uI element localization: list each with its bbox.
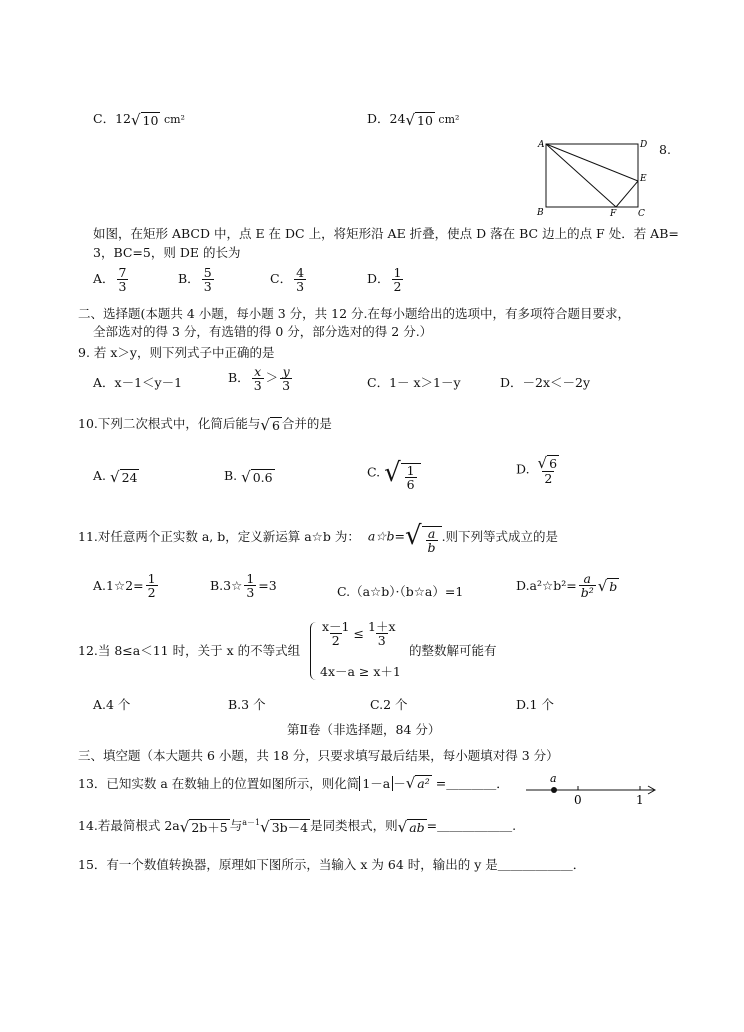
stem-text: 11.对任意两个正实数 a, b，定义新运算 a☆b 为： — [78, 529, 360, 544]
numerator: 1 — [246, 571, 255, 586]
numerator: 1 — [147, 571, 156, 586]
q9-option-b — [228, 365, 294, 392]
nth-root: √ 3b－4 — [260, 817, 309, 836]
q8-stem-line2: 3，BC=5，则 DE 的长为 — [93, 245, 241, 260]
q8-option-d — [367, 266, 405, 293]
q8-option-b — [178, 266, 216, 293]
option-label: D． — [367, 271, 390, 286]
option-label: B. — [224, 468, 238, 483]
option-label: D． — [367, 111, 390, 126]
numerator: 1 — [406, 463, 415, 478]
sqrt: √ 10 — [130, 110, 159, 129]
q10-option-a — [93, 468, 139, 485]
fraction — [366, 620, 398, 647]
stem-text: 是同类根式，则 — [310, 818, 398, 833]
q15-stem: 15．有一个数值转换器，原理如下图所示，当输入 x 为 64 时，输出的 y 是＿＿＿＿＿＿． — [78, 857, 586, 872]
fraction — [405, 464, 417, 491]
q9-option-a: A．x－1＜y－1 — [93, 375, 183, 390]
inequality-2: 4x－a ≥ x＋1 — [320, 664, 401, 679]
answer-blank: =＿＿＿＿＿＿. — [426, 818, 517, 833]
fraction — [202, 266, 214, 293]
q11-option-d — [516, 572, 619, 599]
tick-zero-label: 0 — [574, 793, 582, 806]
denominator: 3 — [203, 279, 212, 294]
numerator: 7 — [118, 265, 127, 280]
minus-sign: － — [393, 776, 406, 791]
root-index: a－1 — [242, 817, 261, 827]
denominator: 6 — [406, 477, 415, 492]
sqrt: √ 6 — [260, 415, 280, 434]
option-label: A． — [93, 271, 115, 286]
option-text: B.3☆ — [210, 578, 243, 593]
unit: cm² — [434, 113, 460, 126]
abs-value: 1－a — [359, 776, 393, 791]
denominator: 3 — [253, 378, 262, 393]
q10-option-d — [516, 455, 563, 485]
label-b: B — [537, 208, 544, 217]
numerator: y — [282, 364, 290, 379]
stem-text: .则下列等式成立的是 — [441, 529, 559, 544]
denominator: 3 — [118, 279, 127, 294]
sqrt: √ 2b＋5 — [179, 817, 228, 836]
radicand: 0.6 — [252, 469, 273, 485]
q12-stem-pre: 12.当 8≤a＜11 时，关于 x 的不等式组 — [78, 643, 301, 658]
denominator: 2 — [544, 471, 553, 486]
fraction — [392, 266, 404, 293]
option-text: D.a²☆b²= — [516, 578, 577, 593]
q8-option-c — [270, 266, 308, 293]
radicand: ab — [409, 819, 425, 835]
option-label: D. — [516, 461, 530, 477]
denominator: 3 — [246, 585, 255, 600]
radicand: 24 — [121, 469, 138, 485]
label-d: D — [640, 140, 648, 150]
denominator: b² — [580, 585, 594, 600]
sqrt: √ a² — [405, 774, 430, 792]
q14-stem — [78, 816, 516, 835]
sqrt: √ b — [597, 576, 618, 595]
option-label: B． — [178, 271, 200, 286]
section2-heading-line1: 二、选择题(本题共 4 小题，每小题 3 分，共 12 分.在每小题给出的选项中，有多项符合题目要求， — [78, 306, 631, 321]
stem-text: 10.下列二次根式中，化简后能与 — [78, 416, 261, 431]
coef: 24 — [389, 111, 406, 126]
stem-text: 合并的是 — [281, 416, 332, 431]
radicand: 10 — [142, 112, 159, 128]
sqrt: √ 24 — [110, 467, 138, 486]
q12-option-b: B.3 个 — [228, 697, 266, 712]
rectangle-fold-figure — [530, 135, 655, 217]
tick-one-label: 1 — [636, 793, 644, 806]
operator: ＞ — [265, 370, 279, 385]
numerator: 1＋x — [368, 619, 396, 634]
denominator: 2 — [331, 633, 340, 648]
denominator: 3 — [377, 633, 386, 648]
denominator: 3 — [282, 378, 291, 393]
q13-stem — [78, 774, 509, 792]
q7-option-d — [367, 111, 459, 128]
q12-inequality-system — [310, 620, 410, 682]
q9-stem: 9. 若 x＞y，则下列式子中正确的是 — [78, 345, 275, 360]
option-text: =3 — [258, 578, 277, 593]
q11-option-c: C.（a☆b）·（b☆a）=1 — [337, 584, 464, 599]
period: ． — [496, 776, 509, 791]
fraction — [280, 365, 292, 392]
q12-option-d: D.1 个 — [516, 697, 554, 712]
numerator: x — [254, 364, 262, 379]
q8-number: 8. — [659, 142, 671, 157]
numerator: a — [427, 526, 436, 541]
numerator: a — [583, 571, 591, 586]
unit: cm² — [160, 113, 185, 126]
q7-option-c — [93, 111, 185, 128]
option-label: B． — [228, 370, 250, 385]
fraction — [536, 455, 562, 485]
numerator: 5 — [203, 265, 212, 280]
label-a: A — [538, 140, 545, 150]
sqrt: √ $\frac{1}{6}$ — [384, 455, 421, 491]
numerator: 1 — [393, 265, 402, 280]
sqrt: √ $\frac{a}{b}$ — [405, 518, 442, 554]
numerator: x－1 — [322, 619, 350, 634]
stem-text: 13．已知实数 a 在数轴上的位置如图所示，则化简 — [78, 776, 360, 791]
q10-option-c — [367, 455, 421, 491]
label-f: F — [610, 209, 617, 217]
q12-stem-post: 的整数解可能有 — [409, 643, 497, 658]
fraction — [146, 572, 158, 599]
q11-stem — [78, 518, 558, 554]
sqrt: √ 0.6 — [241, 467, 273, 486]
coef: 12 — [115, 111, 131, 126]
denominator: 2 — [393, 279, 402, 294]
equals-sign: = — [431, 775, 447, 791]
q8-stem-line1: 如图，在矩形 ABCD 中，点 E 在 DC 上，将矩形沿 AE 折叠，使点 D 落在 BC 边上的点 F 处．若 AB= — [93, 226, 679, 241]
radicand: 6 — [549, 456, 558, 471]
denominator: 2 — [147, 585, 156, 600]
label-e: E — [640, 174, 647, 184]
definition: a☆b= — [367, 528, 405, 544]
radicand: a² — [417, 776, 430, 791]
answer-blank: ＿＿＿＿ — [446, 776, 497, 791]
fraction — [294, 266, 306, 293]
q9-option-c: C．1－ x＞1－y — [367, 375, 461, 390]
q11-option-b — [210, 572, 277, 599]
denominator: 3 — [296, 279, 305, 294]
stem-text: 与 — [229, 818, 243, 833]
numerator: 4 — [296, 265, 305, 280]
sqrt: √ 10 — [405, 110, 433, 129]
fraction — [426, 527, 438, 554]
option-label: A. — [93, 468, 107, 483]
option-label: C. — [367, 464, 381, 480]
radicand: 6 — [271, 417, 280, 433]
radicand: 10 — [417, 112, 433, 128]
fraction — [117, 266, 129, 293]
fraction — [244, 572, 256, 599]
option-text: A.1☆2= — [93, 578, 144, 593]
q12-option-c: C.2 个 — [370, 697, 408, 712]
q9-option-d: D．－2x＜－2y — [500, 375, 591, 390]
fraction — [320, 620, 352, 647]
option-label: C． — [270, 271, 293, 286]
sqrt: √ 6 — [537, 454, 558, 472]
number-line — [522, 770, 662, 806]
stem-text: 14.若最简根式 2a — [78, 818, 180, 833]
q11-option-a — [93, 572, 160, 599]
fraction — [579, 572, 596, 599]
q8-option-a — [93, 266, 130, 293]
radicand — [422, 526, 442, 554]
brace — [310, 622, 317, 680]
operator: ≤ — [353, 626, 364, 641]
denominator: b — [427, 540, 436, 555]
section3-heading: 三、填空题（本大题共 6 小题，共 18 分，只要求填写最后结果，每小题填对得 3 分） — [78, 748, 559, 763]
part2-title: 第Ⅱ卷（非选择题，84 分） — [287, 722, 441, 737]
radicand: 3b－4 — [271, 819, 309, 835]
option-label: C． — [93, 111, 116, 126]
q10-option-b — [224, 468, 275, 485]
radicand — [401, 463, 421, 491]
point-a-label: a — [550, 772, 557, 785]
q10-stem — [78, 416, 332, 433]
radicand: b — [609, 578, 618, 594]
section2-heading-line2: 全部选对的得 3 分，有选错的得 0 分，部分选对的得 2 分.） — [93, 324, 433, 339]
label-c: C — [638, 209, 645, 217]
q12-option-a: A.4 个 — [93, 697, 131, 712]
fraction — [252, 365, 264, 392]
sqrt: √ ab — [397, 817, 425, 836]
inequality-1 — [318, 620, 400, 647]
radicand: 2b＋5 — [191, 819, 228, 835]
